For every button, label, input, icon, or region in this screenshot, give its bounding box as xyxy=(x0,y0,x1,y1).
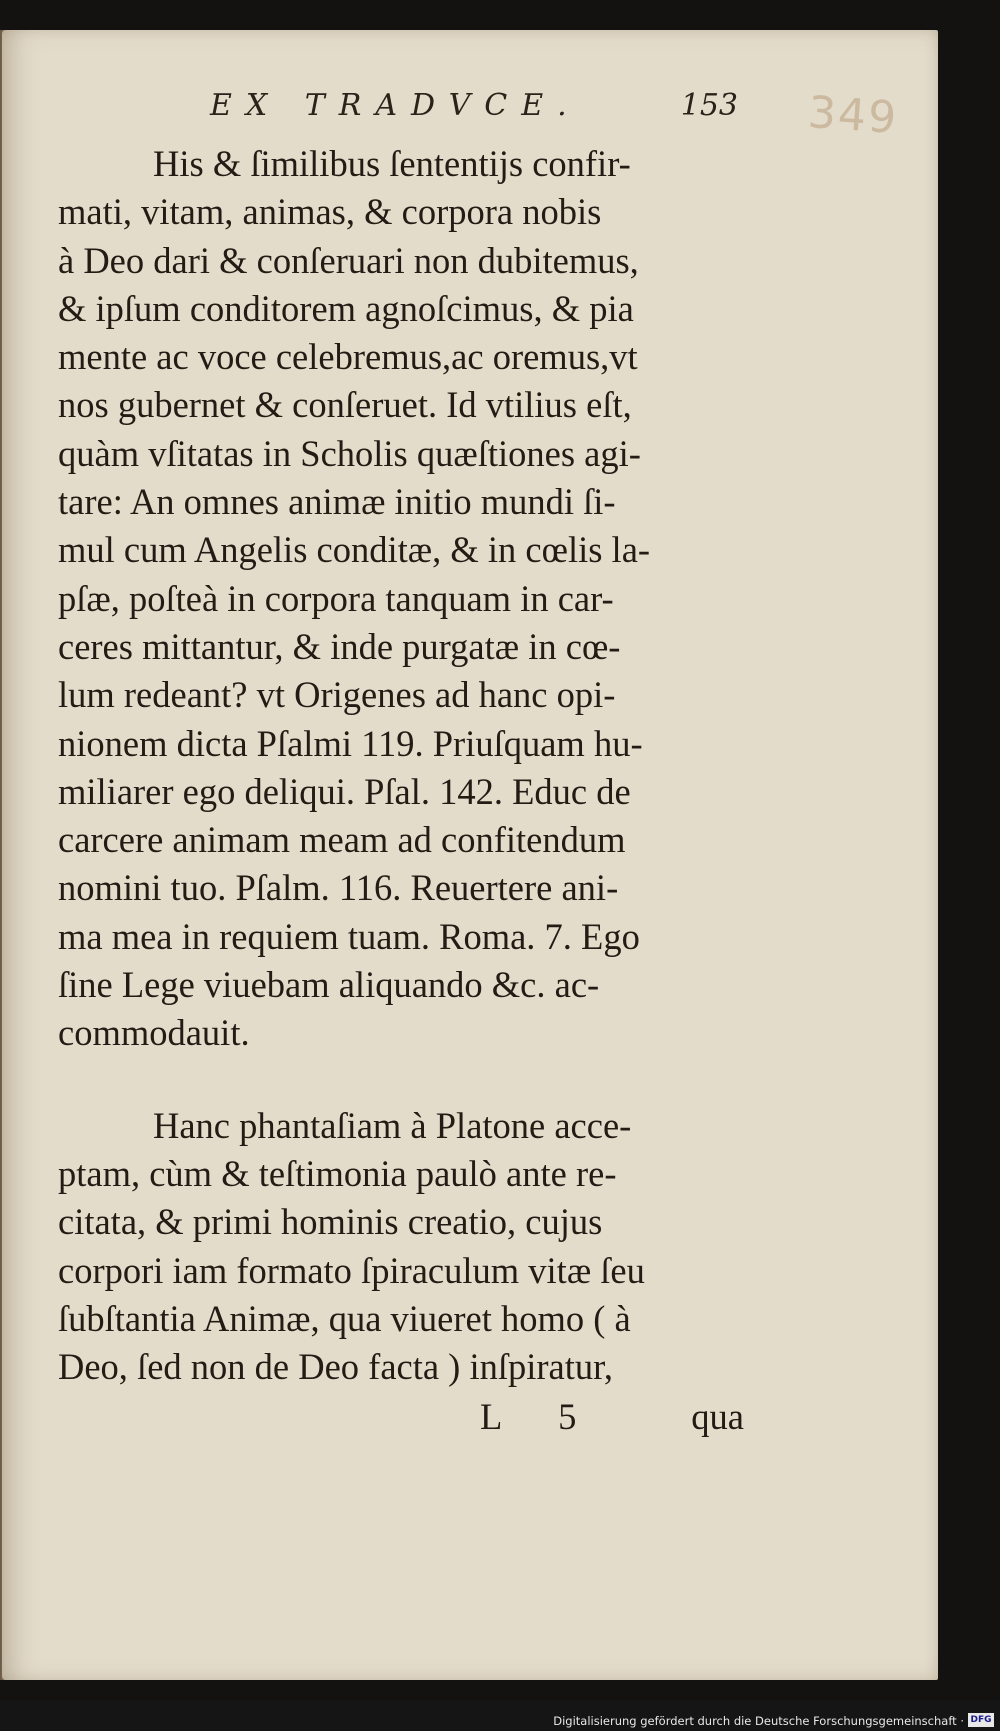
text-line: nos gubernet & conſeruet. Id vtilius eſt, xyxy=(58,384,632,426)
text-line: carcere animam meam ad confitendum xyxy=(58,819,626,861)
text-line: pſæ, poſteà in corpora tanquam in car- xyxy=(58,577,614,619)
text-line: tare: An omnes animæ initio mundi ſi- xyxy=(58,481,616,523)
text-line: ſubſtantia Animæ, qua viueret homo ( à xyxy=(58,1297,631,1339)
text-line: nomini tuo. Pſalm. 116. Reuertere ani- xyxy=(58,867,619,909)
text-line: mente ac voce celebremus,ac oremus,vt xyxy=(58,336,638,378)
text-line: Deo, ſed non de Deo facta ) inſpiratur, xyxy=(58,1346,613,1388)
funding-credit: Digitalisierung gefördert durch die Deutsche Forschungsgemeinschaft · xyxy=(553,1714,964,1728)
text-line: miliarer ego deliqui. Pſal. 142. Educ de xyxy=(58,770,631,812)
text-line: commodauit. xyxy=(58,1012,250,1054)
paragraph-2 xyxy=(58,1102,738,1392)
text-line: ſine Lege viuebam aliquando &c. ac- xyxy=(58,964,600,1006)
text-line: ptam, cùm & teſtimonia paulò ante re- xyxy=(58,1152,617,1194)
body-text xyxy=(58,140,738,1391)
text-line: & ipſum conditorem agnoſcimus, & pia xyxy=(58,287,634,329)
paragraph-gap xyxy=(58,1058,738,1102)
text-line: lum redeant? vt Origenes ad hanc opi- xyxy=(58,674,616,716)
running-title: EX TRADVCE. xyxy=(210,88,581,123)
text-line: citata, & primi hominis creatio, cujus xyxy=(58,1201,603,1243)
text-line: His & ſimilibus ſententijs confir- xyxy=(153,143,631,184)
page-footer-catchwords xyxy=(480,1395,750,1443)
signature-mark: L 5 xyxy=(480,1396,601,1437)
text-line: ceres mittantur, & inde purgatæ in cœ- xyxy=(58,625,621,667)
catchword: qua xyxy=(691,1396,744,1437)
text-line: mati, vitam, animas, & corpora nobis xyxy=(58,191,602,233)
page-number: 153 xyxy=(680,88,738,123)
dfg-logo: DFG xyxy=(968,1713,994,1727)
text-line: mul cum Angelis conditæ, & in cœlis la- xyxy=(58,529,651,571)
text-line: Hanc phantaſiam à Platone acce- xyxy=(153,1104,632,1146)
paragraph-1 xyxy=(58,140,738,1058)
pencil-shelfmark: 349 xyxy=(806,86,900,145)
text-line: corpori iam formato ſpiraculum vitæ ſeu xyxy=(58,1249,645,1291)
text-line: quàm vſitatas in Scholis quæſtiones agi- xyxy=(58,432,641,474)
text-line: ma mea in requiem tuam. Roma. 7. Ego xyxy=(58,915,640,957)
page-header xyxy=(210,88,750,128)
text-line: nionem dicta Pſalmi 119. Priuſquam hu- xyxy=(58,722,643,764)
text-line: à Deo dari & conſeruari non dubitemus, xyxy=(58,239,639,281)
